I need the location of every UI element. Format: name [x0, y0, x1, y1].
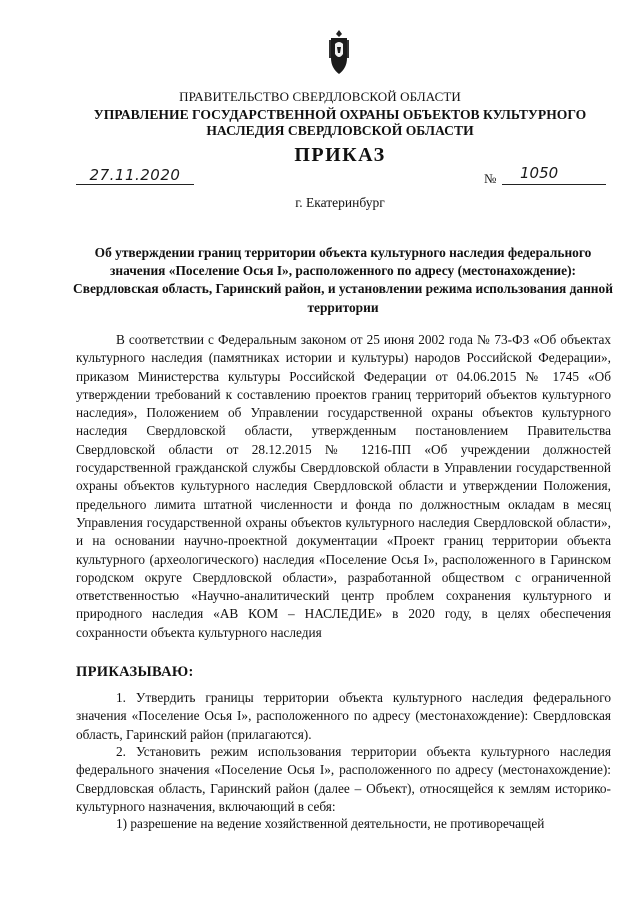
item-2-block	[76, 743, 611, 816]
item-2-1-paragraph: 1) разрешение на ведение хозяйственной деятельности, не противоречащей	[116, 816, 545, 831]
preamble-paragraph: В соответствии с Федеральным законом от 25 июня 2002 года № 73-ФЗ «Об объектах культурного наследия (памятниках истории и культуры) народов Российской Федерации», приказом Министерства культуры Российской Федерации от 04.06.2015 № 1745 «Об утверждении требований к составлению проектов границ территорий объектов культурного наследия», Положением об Управлении государственной охраны объектов культурного наследия Свердловской области, утвержденным постановлением Правительства Свердловской области от 28.12.2015 № 1216-ПП «Об учреждении должностей государственной гражданской службы Свердловской области в Управлении государственной охраны объектов культурного наследия Свердловской области и утверждении Положения, предельного лимита штатной численности и фонда по должностным окладам в месяц Управления государственной охраны объектов культурного наследия Свердловской области», и на основании научно-проектной документации «Проект границ территории объекта культурного (археологического) наследия «Поселение Осья I», расположенного в Гаринском городском округе Свердловской области», разработанной обществом с ограниченной ответственностью «Научно-аналитический центр проблем сохранения культурного и природного наследия «АВ КОМ – НАСЛЕДИЕ» в 2020 году, в целях обеспечения сохранности объекта культурного наследия	[76, 332, 611, 640]
item-1-block	[76, 689, 611, 744]
document-number-block	[484, 164, 608, 188]
preamble-block	[76, 331, 611, 642]
item-2-paragraph: 2. Установить режим использования территории объекта культурного наследия федерального значения «Поселение Осья I», расположенного по адресу (местонахождение): Свердловская область, Гаринский район (далее – Объект), относящейся к землям историко-культурного назначения, включающий в себя:	[76, 744, 611, 814]
document-subject: Об утверждении границ территории объекта культурного наследия федерального значения «Поселение Осья I», расположенного по адресу (местонахождение): Свердловская область, Гаринский район, и установлении режима использования данной территории	[73, 245, 613, 315]
government-name: ПРАВИТЕЛЬСТВО СВЕРДЛОВСКОЙ ОБЛАСТИ	[179, 89, 461, 104]
number-underline	[502, 184, 606, 185]
order-word: ПРИКАЗЫВАЮ:	[76, 664, 194, 680]
item-1-paragraph: 1. Утвердить границы территории объекта культурного наследия федерального значения «Поселение Осья I», расположенного по адресу (местонахождение): Свердловская область, Гаринский район (прилагаются).	[76, 690, 611, 742]
document-type-title: ПРИКАЗ	[294, 144, 386, 166]
item-2-1-block	[76, 815, 611, 833]
number-label: №	[484, 171, 497, 186]
city: г. Екатеринбург	[295, 195, 385, 210]
coat-of-arms-icon	[325, 28, 353, 76]
department-name: УПРАВЛЕНИЕ ГОСУДАРСТВЕННОЙ ОХРАНЫ ОБЪЕКТОВ КУЛЬТУРНОГО НАСЛЕДИЯ СВЕРДЛОВСКОЙ ОБЛАСТИ	[93, 107, 587, 138]
document-date: 27.11.2020	[76, 166, 194, 185]
document-number: 1050	[520, 164, 559, 182]
